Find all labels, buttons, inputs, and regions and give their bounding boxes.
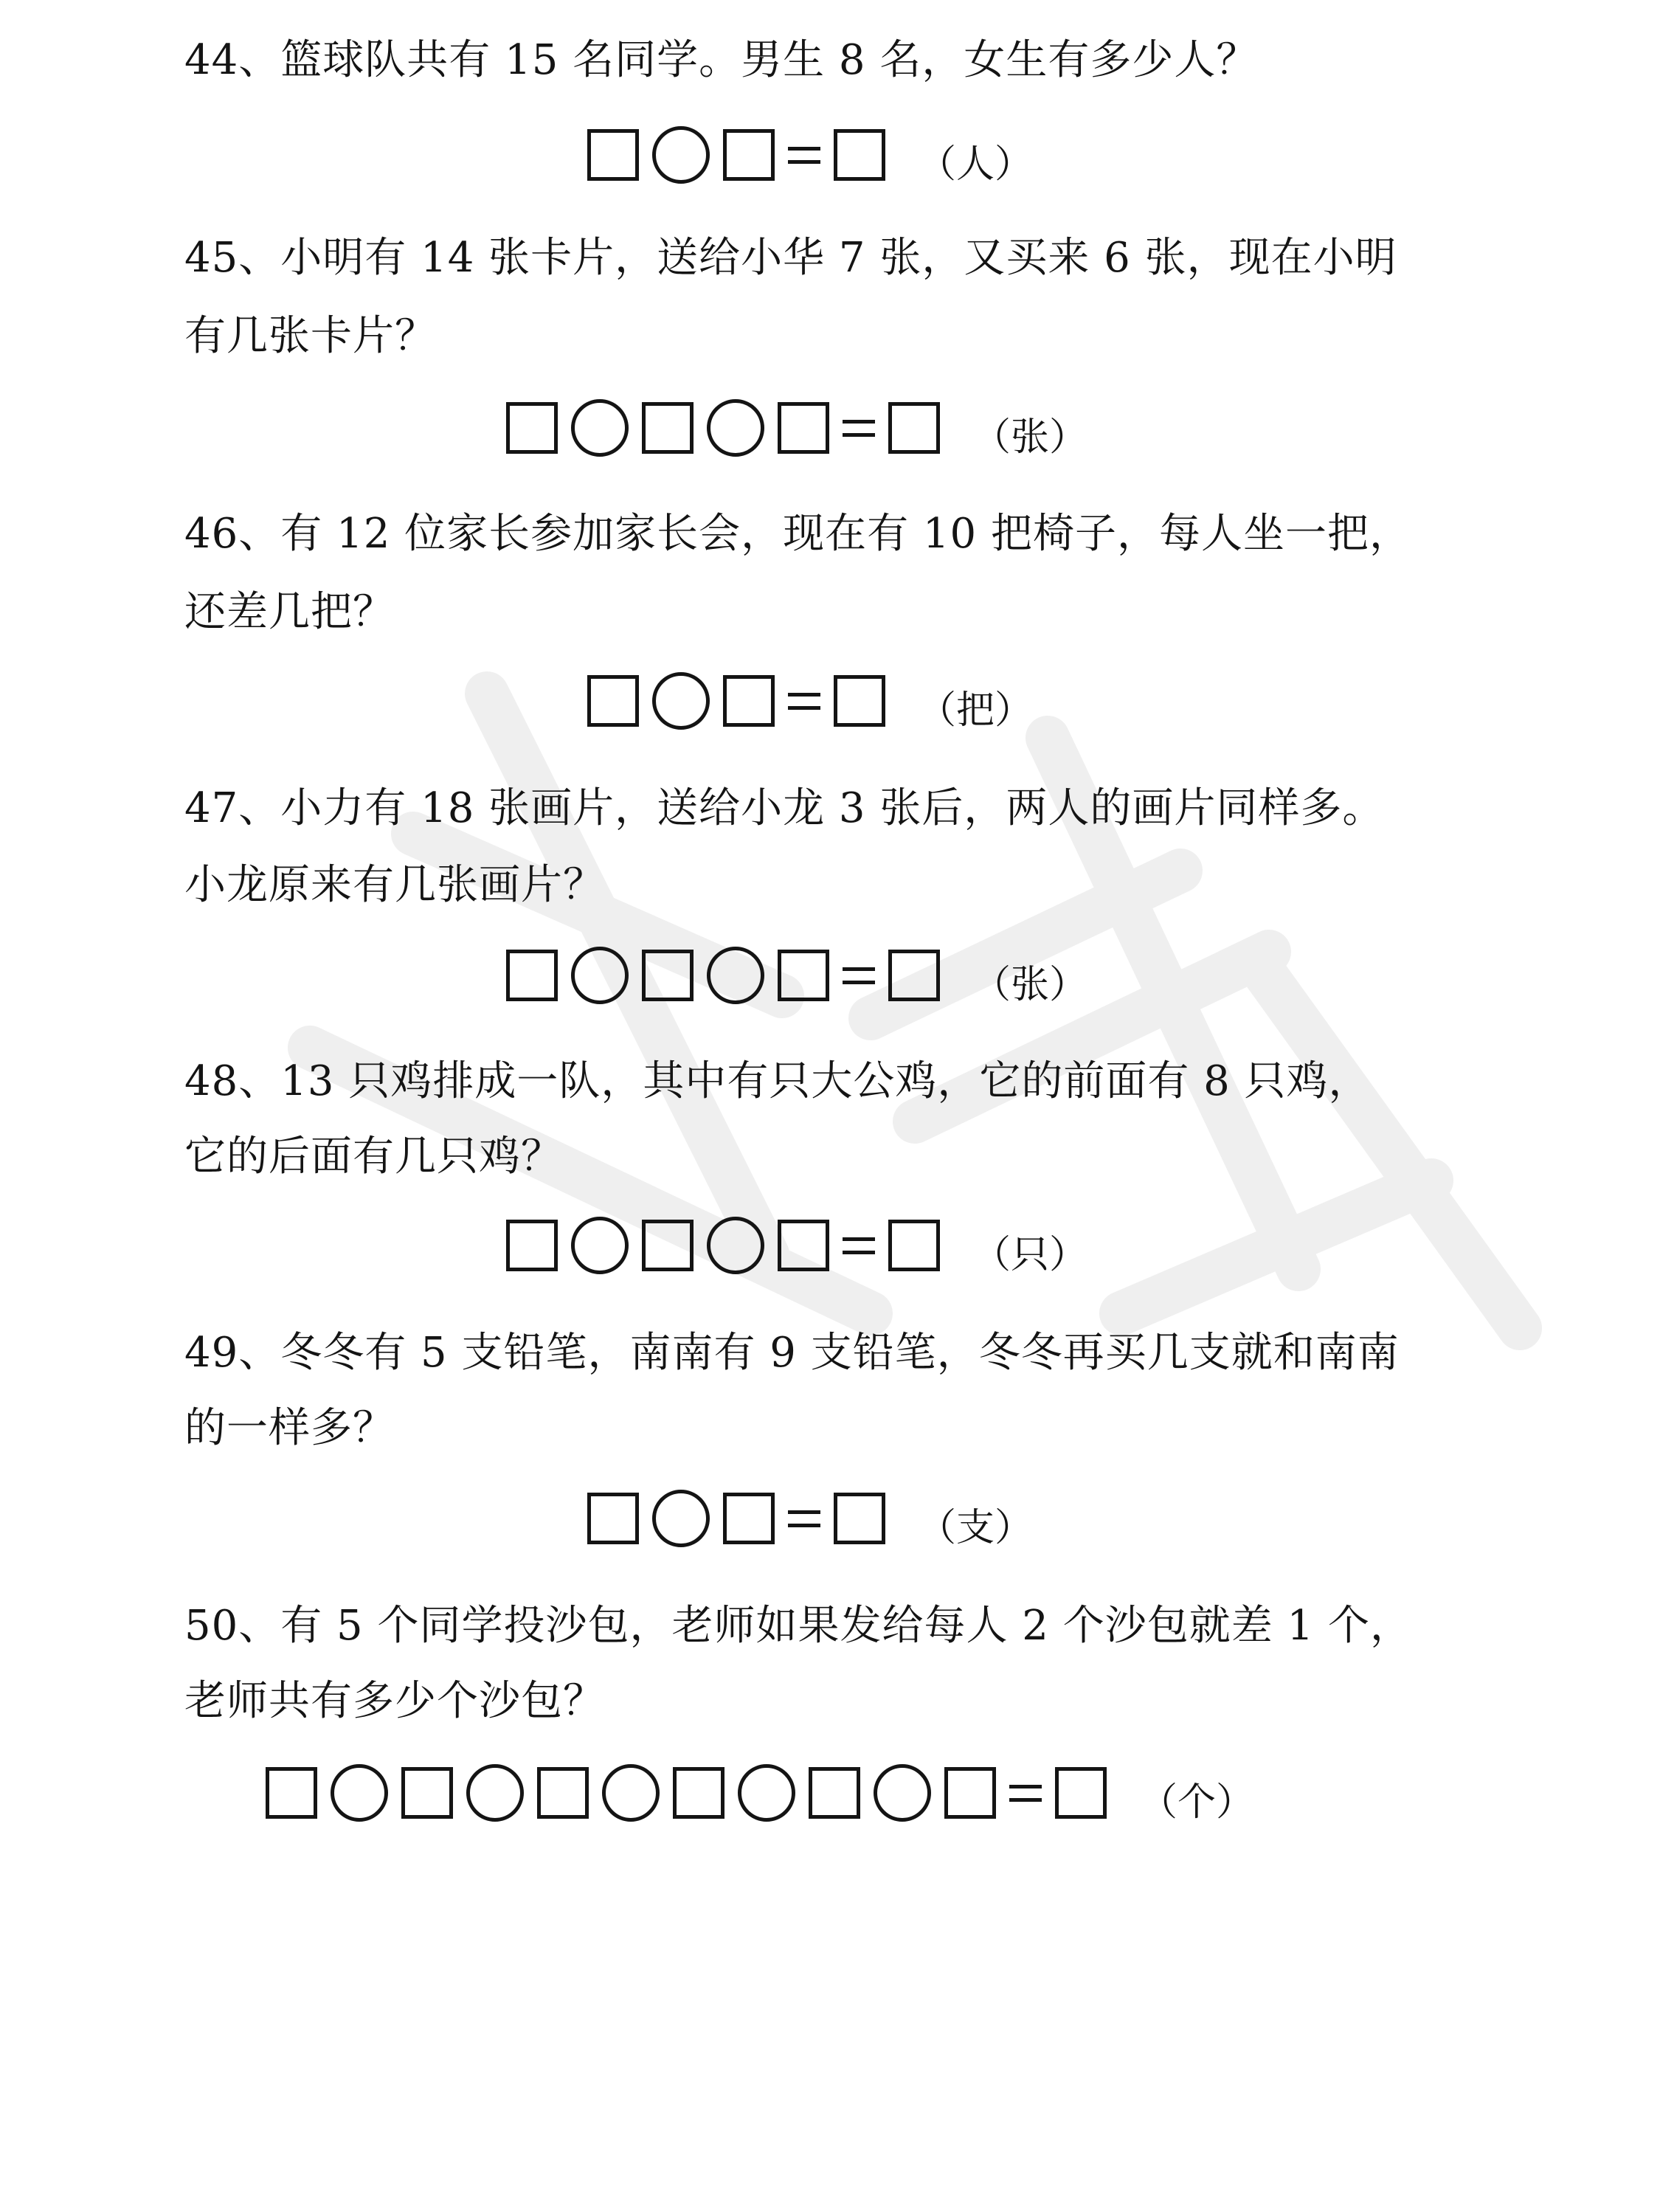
operator-circle[interactable] — [738, 1764, 795, 1822]
operator-circle[interactable] — [707, 947, 764, 1004]
result-box[interactable] — [834, 675, 885, 727]
operator-circle[interactable] — [602, 1764, 660, 1822]
problem-44-formula — [587, 125, 1034, 187]
problem-50-formula — [266, 1763, 1255, 1825]
answer-box[interactable] — [778, 1220, 829, 1271]
operator-circle[interactable] — [652, 1490, 710, 1547]
problem-47-text-line-2: 小龙原来有几张画片？ — [184, 861, 605, 909]
answer-box[interactable] — [266, 1767, 317, 1819]
answer-box[interactable] — [506, 1220, 558, 1271]
answer-box[interactable] — [673, 1767, 724, 1819]
answer-box[interactable] — [642, 1220, 694, 1271]
answer-box[interactable] — [809, 1767, 860, 1819]
equals-sign — [788, 688, 820, 713]
unit-label: （只） — [972, 1232, 1088, 1277]
operator-circle[interactable] — [707, 1217, 764, 1274]
operator-circle[interactable] — [571, 1217, 629, 1274]
answer-box[interactable] — [587, 1493, 639, 1544]
equals-sign — [843, 415, 875, 440]
result-box[interactable] — [888, 1220, 940, 1271]
problem-46-text-line-2: 还差几把？ — [184, 588, 395, 636]
problem-46-formula — [587, 671, 1034, 733]
problem-49-formula — [587, 1489, 1033, 1548]
problem-47-formula — [506, 946, 1087, 1005]
answer-box[interactable] — [642, 402, 694, 454]
equals-sign — [843, 963, 875, 988]
problem-45-text-line-1: 45、小明有 14 张卡片，送给小华 7 张，又买来 6 张，现在小明 — [184, 234, 1397, 282]
problem-45-text-line-2: 有几张卡片？ — [184, 312, 437, 360]
unit-label: （张） — [972, 415, 1088, 460]
unit-label: （张） — [972, 962, 1088, 1007]
operator-circle[interactable] — [707, 399, 764, 457]
problem-45-formula — [506, 398, 1088, 460]
problem-44-text-line-1: 44、篮球队共有 15 名同学。男生 8 名，女生有多少人？ — [184, 36, 1259, 84]
answer-box[interactable] — [723, 1493, 775, 1544]
problem-46-text-line-1: 46、有 12 位家长参加家长会，现在有 10 把椅子，每人坐一把， — [184, 510, 1411, 558]
answer-box[interactable] — [944, 1767, 996, 1819]
operator-circle[interactable] — [331, 1764, 388, 1822]
result-box[interactable] — [834, 1493, 885, 1544]
unit-label: （人） — [918, 142, 1034, 187]
result-box[interactable] — [1055, 1767, 1107, 1819]
operator-circle[interactable] — [571, 947, 629, 1004]
operator-circle[interactable] — [652, 672, 710, 730]
result-box[interactable] — [888, 402, 940, 454]
equals-sign — [788, 1506, 820, 1531]
operator-circle[interactable] — [652, 126, 710, 184]
problem-48-text-line-1: 48、13 只鸡排成一队，其中有只大公鸡，它的前面有 8 只鸡， — [184, 1057, 1371, 1105]
operator-circle[interactable] — [466, 1764, 524, 1822]
answer-box[interactable] — [723, 675, 775, 727]
problem-49-text-line-2: 的一样多？ — [184, 1404, 395, 1452]
equals-sign — [1009, 1780, 1042, 1805]
equals-sign — [788, 142, 820, 167]
answer-box[interactable] — [723, 129, 775, 181]
result-box[interactable] — [888, 950, 940, 1001]
problem-48-formula — [506, 1216, 1087, 1275]
problem-50-text-line-1: 50、有 5 个同学投沙包，老师如果发给每人 2 个沙包就差 1 个， — [184, 1602, 1412, 1650]
answer-box[interactable] — [401, 1767, 453, 1819]
answer-box[interactable] — [587, 129, 639, 181]
unit-label: （支） — [918, 1505, 1034, 1550]
problem-50-text-line-2: 老师共有多少个沙包？ — [184, 1677, 605, 1725]
answer-box[interactable] — [778, 950, 829, 1001]
answer-box[interactable] — [537, 1767, 589, 1819]
problem-47-text-line-1: 47、小力有 18 张画片，送给小龙 3 张后，两人的画片同样多。 — [184, 784, 1385, 832]
answer-box[interactable] — [778, 402, 829, 454]
unit-label: （把） — [918, 688, 1034, 733]
answer-box[interactable] — [506, 950, 558, 1001]
answer-box[interactable] — [642, 950, 694, 1001]
answer-box[interactable] — [506, 402, 558, 454]
problem-49-text-line-1: 49、冬冬有 5 支铅笔，南南有 9 支铅笔，冬冬再买几支就和南南 — [184, 1329, 1400, 1377]
operator-circle[interactable] — [874, 1764, 931, 1822]
problem-48-text-line-2: 它的后面有几只鸡？ — [184, 1133, 563, 1181]
answer-box[interactable] — [587, 675, 639, 727]
operator-circle[interactable] — [571, 399, 629, 457]
equals-sign — [843, 1233, 875, 1258]
unit-label: （个） — [1139, 1780, 1255, 1825]
result-box[interactable] — [834, 129, 885, 181]
